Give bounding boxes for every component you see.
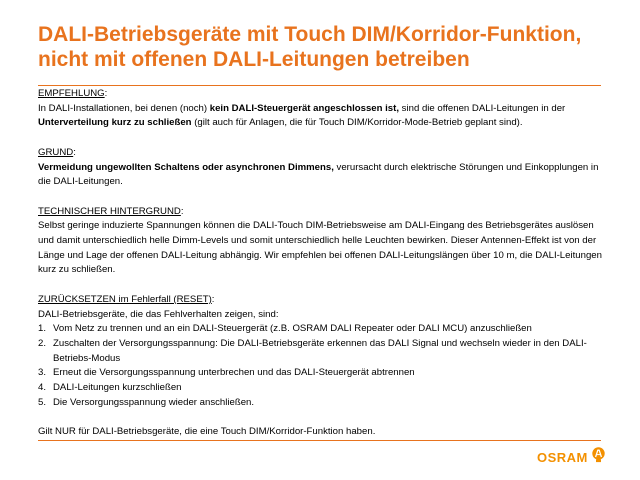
title-line-2: nicht mit offenen DALI-Leitungen betreiben [38,48,470,71]
grund-heading: GRUND [38,146,74,158]
osram-lamp-icon [591,447,606,468]
section-reset: ZURÜCKSETZEN im Fehlerfall (RESET): DALI-Betriebsgeräte, die das Fehlverhalten zeigen, sind: 1. Vom Netz zu trennen und an ein DALI-Steuergerät (z.B. OSRAM DALI Repeater oder DALI MCU) anzuschließen 2. Zuschalten der Versorgungsspannung: Die DALI-Betriebsgeräte erkennen das DALI Signal und wechseln wieder in den DALI-Betriebs-Modus 3. Erneut die Versorgungsspannung unterbrechen und das DALI-Steuergerät abtrennen 4. DALI-Leitungen kurzschließen 5. Die Versorgungsspannung wieder anschließen. [38,293,602,411]
grund-text: Vermeidung ungewollten Schaltens oder asynchronen Dimmens, verursacht durch elektrische Störungen und Einkopplungen in die DALI-Leitungen. [38,161,599,188]
empfehlung-heading: EMPFEHLUNG [38,88,105,99]
list-item: 3. Erneut die Versorgungsspannung unterbrechen und das DALI-Steuergerät abtrennen [38,367,415,379]
osram-logo [537,449,606,465]
reset-steps [38,322,602,410]
document-body [38,87,602,440]
empfehlung-text: In DALI-Installationen, bei denen (noch) kein DALI-Steuergerät angeschlossen ist, sind die offenen DALI-Leitungen in der Unterverteilung kurz zu schließen (gilt auch für Anlagen, die für Touch DIM/Korridor-Mode-Betrieb geplant sind). [38,102,566,129]
footer-divider [38,440,601,441]
page-title [38,22,618,72]
title-divider [38,85,601,86]
list-item: 2. Zuschalten der Versorgungsspannung: Die DALI-Betriebsgeräte erkennen das DALI Signal und wechseln wieder in den DALI-Betriebs-Modus [38,337,587,364]
title-line-1: DALI-Betriebsgeräte mit Touch DIM/Korridor-Funktion, [38,23,582,46]
hintergrund-heading: TECHNISCHER HINTERGRUND [38,205,181,217]
footer-note: Gilt NUR für DALI-Betriebsgeräte, die eine Touch DIM/Korridor-Funktion haben. [38,426,376,438]
logo-text: OSRAM [537,449,588,465]
section-grund: GRUND: Vermeidung ungewollten Schaltens oder asynchronen Dimmens, verursacht durch elektrische Störungen und Einkopplungen in die DALI-Leitungen. [38,146,602,190]
section-hintergrund: TECHNISCHER HINTERGRUND: Selbst geringe induzierte Spannungen können die DALI-Touch DIM-Betriebsweise am DALI-Eingang des Betriebsgerätes auslösen und damit unterschiedlich helle Dimm-Levels und somit unterschiedlich helle Leuchten bewirken. Dieser Antennen-Effekt ist von der Länge und Lage der offenen DALI-Leitung abhängig. Wir empfehlen bei offenen DALI-Leitungslängen über 10 m, die DALI-Leitungen kurz zu schließen. [38,205,602,279]
hintergrund-text: Selbst geringe induzierte Spannungen können die DALI-Touch DIM-Betriebsweise am DALI-Eingang des Betriebsgerätes auslösen und damit unterschiedlich helle Dimm-Levels und somit unterschiedlich helle Leuchten bewirken. Dieser Antennen-Effekt ist von der Länge und Lage der offenen DALI-Leitung abhängig. Wir empfehlen bei offenen DALI-Leitungslängen über 10 m, die DALI-Leitungen kurz zu schließen. [38,220,602,276]
reset-heading: ZURÜCKSETZEN im Fehlerfall (RESET) [38,293,212,305]
section-empfehlung: EMPFEHLUNG: In DALI-Installationen, bei denen (noch) kein DALI-Steuergerät angeschlossen ist, sind die offenen DALI-Leitungen in der Unterverteilung kurz zu schließen (gilt auch für Anlagen, die für Touch DIM/Korridor-Mode-Betrieb geplant sind). [38,87,602,131]
list-item: 1. Vom Netz zu trennen und an ein DALI-Steuergerät (z.B. OSRAM DALI Repeater oder DALI MCU) anzuschließen [38,323,532,335]
list-item: 4. DALI-Leitungen kurzschließen [38,382,182,394]
reset-intro: DALI-Betriebsgeräte, die das Fehlverhalten zeigen, sind: [38,308,279,320]
list-item: 5. Die Versorgungsspannung wieder anschließen. [38,396,255,408]
